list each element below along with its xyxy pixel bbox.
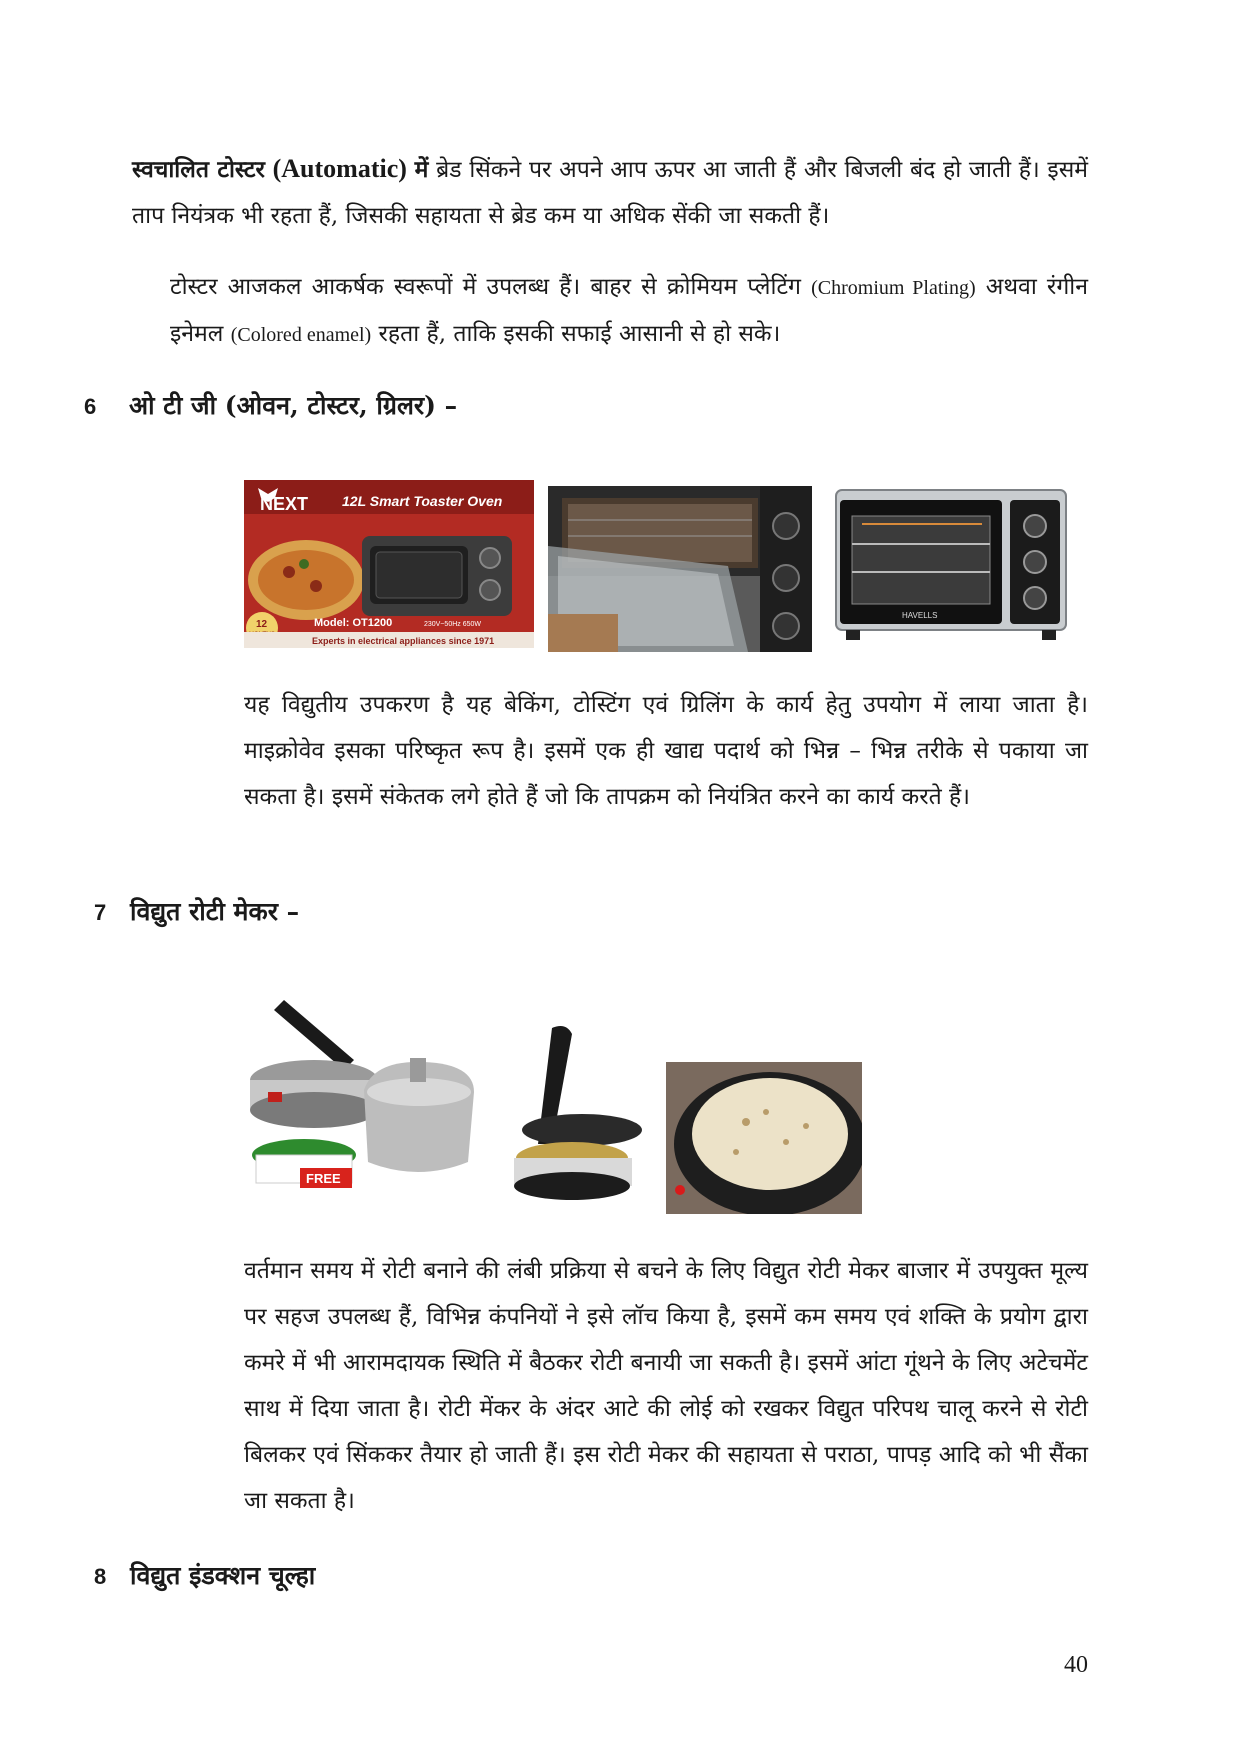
paragraph-text: यह विद्युतीय उपकरण है यह बेकिंग, टोस्टिंग एवं ग्रिलिंग के कार्य हेतु उपयोग में लाया जाता है। माइक्रोवेव इसका परिष्कृत रूप है। इसमें एक ही खाद्य पदार्थ को भिन्न – भिन्न तरीके से पकाया जा सकता है। इसमें संकेतक लगे होते हैं जो कि तापक्रम को नियंत्रित करने का कार्य करते हैं।	[244, 692, 1088, 810]
otg-image-open-door	[548, 486, 812, 652]
warranty-badge-number: 12	[256, 619, 268, 630]
oven-headline: 12L Smart Toaster Oven	[342, 493, 503, 509]
roti-on-plate-image	[666, 1062, 862, 1214]
paragraph-text-a: टोस्टर आजकल आकर्षक स्वरूपों में उपलब्ध हैं। बाहर से क्रोमियम प्लेटिंग	[170, 274, 812, 300]
paragraph-roti-maker	[244, 1248, 1088, 1524]
paragraph-otg	[244, 682, 1088, 820]
section-heading-roti-maker	[94, 892, 299, 933]
tagline: Experts in electrical appliances since 1971	[312, 636, 495, 646]
section-title: ओ टी जी (ओवन, टोस्टर, ग्रिलर) –	[129, 391, 458, 420]
paragraph-text-c: रहता हैं, ताकि इसकी सफाई आसानी से हो सके।	[371, 321, 781, 347]
section-number: 8	[94, 1564, 107, 1589]
bold-term-english: (Automatic)	[272, 154, 407, 183]
model-label: Model: OT1200	[314, 617, 393, 629]
paragraph-automatic-toaster	[132, 146, 1088, 239]
otg-image-havells	[826, 484, 1074, 648]
section-heading-induction	[94, 1556, 315, 1597]
section-heading-otg	[84, 386, 457, 427]
bold-term-hindi-2: में	[414, 156, 429, 183]
otg-image-next	[244, 480, 534, 648]
paragraph-toaster-finish	[170, 264, 1088, 358]
brand-havells: HAVELLS	[902, 611, 938, 620]
paragraph-text: ब्रेड सिंकने पर अपने आप ऊपर आ जाती हैं और बिजली बंद हो जाती हैं। इसमें ताप नियंत्रक भी रहता हैं, जिसकी सहायता से ब्रेड कम या अधिक सेंकी जा सकती हैं।	[132, 157, 1089, 229]
roti-maker-image-open	[492, 1018, 652, 1208]
roti-maker-image-set	[244, 980, 478, 1202]
brand-next: NEXT	[260, 494, 309, 514]
section-title: विद्युत रोटी मेकर –	[130, 897, 300, 926]
english-term-chromium: (Chromium Plating)	[811, 277, 976, 299]
free-badge: FREE	[306, 1171, 341, 1186]
section-number: 7	[94, 900, 107, 925]
bold-term-hindi: स्वचालित टोस्टर	[132, 156, 265, 183]
section-title: विद्युत इंडक्शन चूल्हा	[130, 1561, 316, 1590]
page-number: 40	[1064, 1652, 1088, 1678]
spec-label: 230V~50Hz 650W	[424, 621, 482, 628]
paragraph-text: वर्तमान समय में रोटी बनाने की लंबी प्रक्रिया से बचने के लिए विद्युत रोटी मेकर बाजार में उपयुक्त मूल्य पर सहज उपलब्ध हैं, विभिन्न कंपनियों ने इसे लॉच किया है, इसमें कम समय एवं शक्ति के प्रयोग द्वारा कमरे में भी आरामदायक स्थिति में बैठकर रोटी बनायी जा सकती है। इसमें आंटा गूंथने के लिए अटेचमेंट साथ में दिया जाता है। रोटी मेंकर के अंदर आटे की लोई को रखकर विद्युत परिपथ चालू करने से रोटी बिलकर एवं सिंककर तैयार हो जाती हैं। इस रोटी मेकर की सहायता से पराठा, पापड़ आदि को भी सैंका जा सकता है।	[244, 1258, 1088, 1514]
section-number: 6	[84, 394, 97, 419]
english-term-enamel: (Colored enamel)	[230, 324, 372, 346]
paragraph-text-b: अथवा रंगीन इनेमल	[170, 274, 1088, 347]
